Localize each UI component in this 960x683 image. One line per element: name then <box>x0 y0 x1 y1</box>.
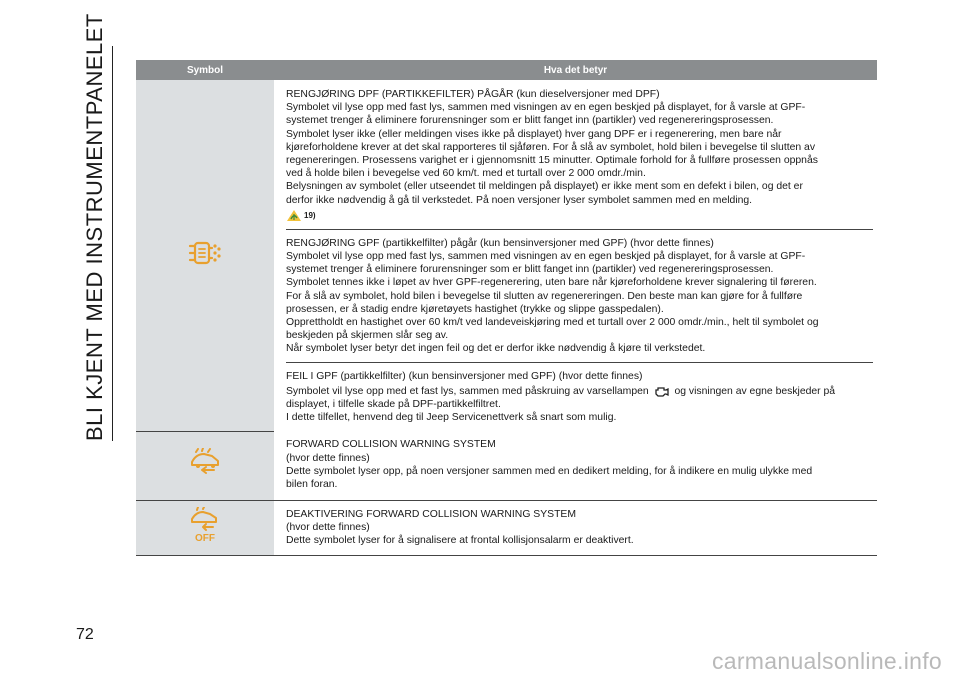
symbol-cell <box>136 431 274 500</box>
text-line: displayet, i tilfelle skade på DPF-partikkelfiltret. <box>286 399 501 411</box>
meaning-cell <box>274 80 877 431</box>
fcw-sub: (hvor dette finnes) <box>286 452 370 464</box>
text-line: Symbolet tennes ikke i løpet av hver GPF-regenerering, uten bare når kjøreforholdene krever signalering til føreren. <box>286 277 817 289</box>
symbol-cell <box>136 500 274 555</box>
text-line: Når symbolet lyser betyr det ingen feil og det er derfor ikke nødvendig å kjøre til verkstedet. <box>286 343 706 355</box>
gpf-fault-heading: FEIL I GPF (partikkelfilter) (kun bensinversjoner med GPF) (hvor dette finnes) <box>286 370 643 382</box>
text-line: derfor ikke nødvendig å gå til verkstedet. På noen versjoner lyser symbolet sammen med en melding. <box>286 194 753 206</box>
off-label: OFF <box>195 533 215 544</box>
text-line: systemet trenger å eliminere forurensninger som er blitt fanget inn (partikler) ved regenereringsprosessen. <box>286 115 774 127</box>
gpf-fault-entry <box>286 363 873 432</box>
fcw-body <box>286 465 873 491</box>
symbol-cell <box>136 80 274 431</box>
fcw-off-body <box>286 534 873 547</box>
page-number: 72 <box>76 626 94 643</box>
engine-warning-icon <box>654 386 670 397</box>
header-meaning: Hva det betyr <box>274 60 877 80</box>
text-line: bilen foran. <box>286 479 338 491</box>
watermark: carmanualsonline.info <box>711 648 942 674</box>
text-line: For å slå av symbolet, hold bilen i bevegelse til slutten av regenereringen. Den beste man kan gjøre for å fullføre <box>286 290 803 302</box>
text-line: regenereringen. Prosessens varighet er i gjennomsnitt 15 minutter. Optimale forhold for å fullføre prosessen oppnås <box>286 155 818 167</box>
meaning-cell <box>274 500 877 555</box>
gpf-body <box>286 250 873 356</box>
symbol-table <box>136 60 877 556</box>
note-ref-number: 19) <box>304 210 316 220</box>
fcw-off-entry <box>286 501 873 554</box>
text-line: Dette symbolet lyser opp, på noen versjoner sammen med en dedikert melding, for å indikere en mulig ulykke med <box>286 465 813 477</box>
dpf-cleaning-entry <box>286 80 873 230</box>
fcw-off-sub: (hvor dette finnes) <box>286 522 370 534</box>
table-row <box>136 80 877 431</box>
fcw-off-heading: DEAKTIVERING FORWARD COLLISION WARNING SYSTEM <box>286 508 577 520</box>
dpf-heading: RENGJØRING DPF (PARTIKKEFILTER) PÅGÅR (kun dieselversjoner med DPF) <box>286 89 660 100</box>
fcw-entry <box>286 431 873 497</box>
text-line <box>286 385 873 398</box>
text-segment: og visningen av egne beskjeder på <box>674 385 836 397</box>
table-row <box>136 500 877 555</box>
text-line: Symbolet vil lyse opp med fast lys, sammen med visningen av en egen beskjed på displayet, for å varsle at GPF- <box>286 102 806 114</box>
text-line: Belysningen av symbolet (eller utseendet til meldingen på displayet) er ikke ment som en defekt i bilen, og det er <box>286 181 803 193</box>
text-line: Symbolet vil lyse opp med fast lys, sammen med visningen av en egen beskjed på displayet, for å varsle at GPF- <box>286 251 806 263</box>
text-line: Dette symbolet lyser for å signalisere at frontal kollisjonsalarm er deaktivert. <box>286 535 634 547</box>
text-line: systemet trenger å eliminere forurensninger som er blitt fanget inn (partikler) ved regenereringsprosessen. <box>286 264 774 276</box>
text-line: kjøreforholdene krever at det skal rapporteres til sjåføren. For å slå av symbolet, hold bilen i bevegelse til slutten av <box>286 141 816 153</box>
text-line: beskjeden på skjermen slår seg av. <box>286 330 449 342</box>
note-reference <box>286 209 873 223</box>
text-segment: Symbolet vil lyse opp med et fast lys, sammen med påskruing av varsellampen <box>286 385 649 397</box>
text-line: I dette tilfellet, henvend deg til Jeep Servicenettverk så snart som mulig. <box>286 412 617 424</box>
text-line: Symbolet lyser ikke (eller meldingen vises ikke på displayet) hver gang DPF er i regenerering, men bare når <box>286 128 782 140</box>
text-line: ved å holde bilen i bevegelse ved 60 km/t. med et turtall over 2 000 omdr./min. <box>286 168 646 180</box>
gpf-fault-body <box>286 385 873 425</box>
forward-collision-off-icon <box>188 507 222 543</box>
table-row <box>136 431 877 500</box>
chapter-title-text: BLI KJENT MED INSTRUMENTPANELET <box>82 13 107 441</box>
gpf-heading: RENGJØRING GPF (partikkelfilter) pågår (kun bensinversjoner med GPF) (hvor dette finnes) <box>286 237 714 249</box>
dpf-filter-icon <box>188 240 222 266</box>
chapter-title <box>80 13 113 441</box>
text-line: prosessen, er å stadig endre kjøretøyets hastighet (trykke og slippe gasspedalen). <box>286 303 664 315</box>
environment-note-icon <box>286 209 302 222</box>
dpf-body <box>286 101 873 207</box>
gpf-cleaning-entry <box>286 230 873 363</box>
fcw-heading: FORWARD COLLISION WARNING SYSTEM <box>286 439 496 451</box>
header-symbol: Symbol <box>136 60 274 80</box>
table-header-row <box>136 60 877 80</box>
meaning-cell <box>274 431 877 500</box>
text-line: Opprettholdt en hastighet over 60 km/t ved landeveiskjøring med et turtall over 2 000 omdr./min., helt til symbolet og <box>286 317 819 329</box>
forward-collision-warning-icon <box>188 448 222 478</box>
